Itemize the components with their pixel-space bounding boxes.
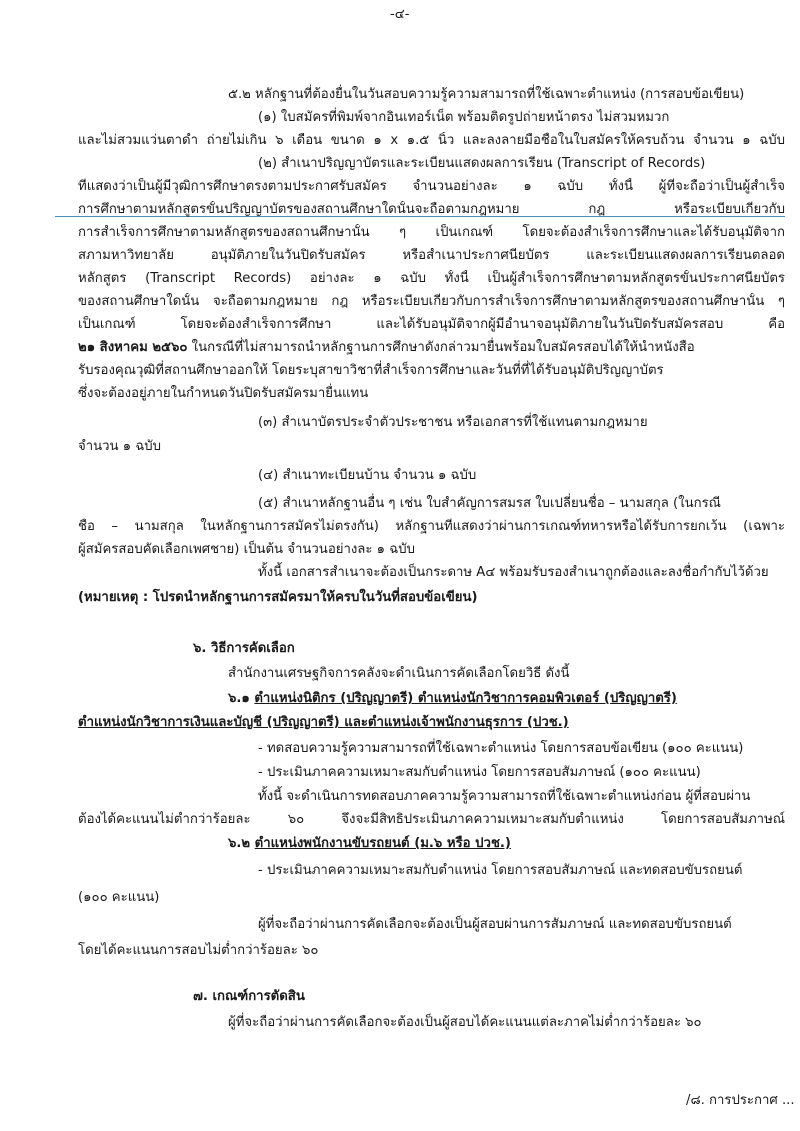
page-number: -๔- (390, 7, 410, 22)
paragraph-line: สำนักงานเศรษฐกิจการคลังจะดำเนินการคัดเลือกโดยวิธี ดังนี้ (228, 666, 570, 681)
paragraph-line: (๑) ใบสมัครที่พิมพ์จากอินเทอร์เน็ต พร้อมติดรูปถ่ายหน้าตรง ไม่สวมหมวก (258, 110, 670, 125)
section-heading: ๕.๒ หลักฐานที่ต้องยื่นในวันสอบความรู้ความสามารถที่ใช้เฉพาะตำแหน่ง (การสอบข้อเขียน) (228, 87, 745, 102)
subsection-number: ๖.๑ (228, 691, 255, 706)
paragraph-line: ที่แสดงว่าเป็นผู้มีวุฒิการศึกษาตรงตามประกาศรับสมัคร จำนวนอย่างละ ๑ ฉบับ ทั้งนี้ ผู้ที่จะถือว่าเป็นผู้สำเร็จ (78, 179, 785, 194)
paragraph-line: ต้องได้คะแนนไม่ต่ำกว่าร้อยละ ๖๐ จึงจะมีสิทธิประเมินภาคความเหมาะสมกับตำแหน่ง โดยการสอบสัมภาษณ์ (78, 812, 785, 827)
deadline-date: ๒๑ สิงหาคม ๒๕๖๐ (78, 340, 188, 355)
subsection-number: ๖.๒ (228, 836, 255, 851)
bullet-item: - ทดสอบความรู้ความสามารถที่ใช้เฉพาะตำแหน่ง โดยการสอบข้อเขียน (๑๐๐ คะแนน) (258, 741, 744, 756)
bullet-item: - ประเมินภาคความเหมาะสมกับตำแหน่ง โดยการสอบสัมภาษณ์ (๑๐๐ คะแนน) (258, 765, 701, 780)
paragraph-line: เป็นเกณฑ์ โดยจะต้องสำเร็จการศึกษา และได้รับอนุมัติจากผู้มีอำนาจอนุมัติภายในวันปิดรับสมัครสอบ คือ (78, 317, 785, 332)
paragraph-line: สภามหาวิทยาลัย อนุมัติภายในวันปิดรับสมัคร หรือสำเนาประกาศนียบัตร และระเบียนแสดงผลการเรียนตลอด (78, 248, 785, 263)
paragraph-line: (๔) สำเนาทะเบียนบ้าน จำนวน ๑ ฉบับ (258, 468, 477, 483)
paragraph-line: ทั้งนี้ เอกสารสำเนาจะต้องเป็นกระดาษ A๔ พร้อมรับรองสำเนาถูกต้องและลงชื่อกำกับไว้ด้วย (258, 565, 769, 580)
paragraph-line: ผู้สมัครสอบคัดเลือกเพศชาย) เป็นต้น จำนวนอย่างละ ๑ ฉบับ (78, 542, 415, 557)
paragraph-line: (๒) สำเนาปริญญาบัตรและระเบียนแสดงผลการเรียน (Transcript of Records) (258, 156, 706, 171)
paragraph-line: และไม่สวมแว่นตาดำ ถ่ายไม่เกิน ๖ เดือน ขนาด ๑ x ๑.๕ นิ้ว และลงลายมือชื่อในใบสมัครให้ครบถ้วน จำนวน ๑ ฉบับ (78, 133, 785, 148)
paragraph-line: โดยได้คะแนนการสอบไม่ต่ำกว่าร้อยละ ๖๐ (78, 943, 319, 958)
paragraph-line: (๕) สำเนาหลักฐานอื่น ๆ เช่น ใบสำคัญการสมรส ใบเปลี่ยนชื่อ – นามสกุล (ในกรณี (258, 496, 721, 511)
paragraph-line: (๑๐๐ คะแนน) (78, 890, 160, 905)
subsection-title: ตำแหน่งนิติกร (ปริญญาตรี) ตำแหน่งนักวิชาการคอมพิวเตอร์ (ปริญญาตรี) (254, 691, 677, 706)
subsection-title: ตำแหน่งพนักงานขับรถยนต์ (ม.๖ หรือ ปวช.) (254, 836, 511, 851)
section-heading: ๗. เกณฑ์การตัดสิน (193, 989, 305, 1004)
paragraph-line: การสำเร็จการศึกษาตามหลักสูตรของสถานศึกษานั้น ๆ เป็นเกณฑ์ โดยจะต้องสำเร็จการศึกษาและได้รับอนุมัติจาก (78, 225, 785, 240)
section-heading: ๖. วิธีการคัดเลือก (193, 641, 295, 656)
bullet-item: - ประเมินภาคความเหมาะสมกับตำแหน่ง โดยการสอบสัมภาษณ์ และทดสอบขับรถยนต์ (258, 863, 743, 878)
continuation-note: /๘. การประกาศ ... (686, 1093, 795, 1108)
paragraph-text: ในกรณีที่ไม่สามารถนำหลักฐานการศึกษาดังกล่าวมายื่นพร้อมใบสมัครสอบได้ให้นำหนังสือ (187, 340, 695, 355)
paragraph-line: หลักสูตร (Transcript Records) อย่างละ ๑ ฉบับ ทั้งนี้ เป็นผู้สำเร็จการศึกษาตามหลักสูตรขั้นประกาศนียบัตร (78, 271, 785, 286)
paragraph-line: จำนวน ๑ ฉบับ (78, 439, 162, 454)
paragraph-line: ทั้งนี้ จะดำเนินการทดสอบภาคความรู้ความสามารถที่ใช้เฉพาะตำแหน่งก่อน ผู้ที่สอบผ่าน (258, 789, 751, 804)
paragraph-line: ของสถานศึกษาใดนั้น จะถือตามกฎหมาย กฎ หรือระเบียบเกี่ยวกับการสำเร็จการศึกษาตามหลักสูตรของสถานศึกษานั้น ๆ (78, 294, 785, 309)
paragraph-line: การศึกษาตามหลักสูตรขั้นปริญญาบัตรของสถานศึกษาใดนั้นจะถือตามกฎหมาย กฎ หรือระเบียบเกี่ยวกับ (78, 202, 785, 217)
subsection-title: ตำแหน่งนักวิชาการเงินและบัญชี (ปริญญาตรี) และตำแหน่งเจ้าพนักงานธุรการ (ปวช.) (78, 715, 569, 730)
subsection-heading (228, 835, 511, 853)
paragraph-line: ผู้ที่จะถือว่าผ่านการคัดเลือกจะต้องเป็นผู้สอบผ่านการสัมภาษณ์ และทดสอบขับรถยนต์ (258, 917, 732, 932)
paragraph-line: ชื่อ – นามสกุล ในหลักฐานการสมัครไม่ตรงกัน) หลักฐานที่แสดงว่าผ่านการเกณฑ์ทหารหรือได้รับการยกเว้น (เฉพาะ (78, 519, 785, 534)
paragraph-line: รับรองคุณวุฒิที่สถานศึกษาออกให้ โดยระบุสาขาวิชาที่สำเร็จการศึกษาและวันที่ที่ได้รับอนุมัติปริญญาบัตร (78, 363, 664, 378)
paragraph-line: ผู้ที่จะถือว่าผ่านการคัดเลือกจะต้องเป็นผู้สอบได้คะแนนแต่ละภาคไม่ต่ำกว่าร้อยละ ๖๐ (228, 1015, 702, 1030)
paragraph-line (78, 339, 695, 357)
subsection-heading (228, 690, 677, 708)
paragraph-line: ซึ่งจะต้องอยู่ภายในกำหนดวันปิดรับสมัครมายื่นแทน (78, 386, 369, 401)
paragraph-line: (๓) สำเนาบัตรประจำตัวประชาชน หรือเอกสารที่ใช้แทนตามกฎหมาย (258, 415, 648, 430)
note-bold: (หมายเหตุ : โปรดนำหลักฐานการสมัครมาให้ครบในวันที่สอบข้อเขียน) (78, 590, 478, 605)
